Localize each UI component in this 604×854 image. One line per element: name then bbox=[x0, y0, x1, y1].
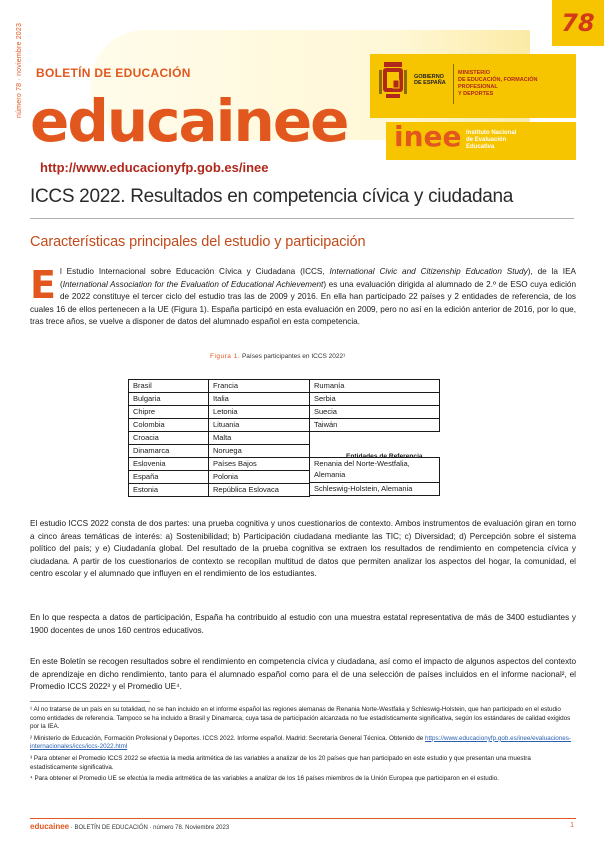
footnote-link[interactable]: https://www.educacionyfp.gob.es/inee/evaluaciones-internacionales/iccs/iccs-2022.html bbox=[30, 734, 572, 751]
title-divider bbox=[30, 218, 574, 219]
country-cell: España bbox=[128, 470, 209, 484]
country-cell: Letonia bbox=[208, 405, 310, 419]
country-cell: Eslovenia bbox=[128, 457, 209, 471]
paragraph-participation: En lo que respecta a datos de participación, España ha contribuido al estudio con una muestra estatal representativa de más de 3400 estudiantes y 1900 docentes de unos 160 centros educativos. bbox=[30, 613, 576, 635]
government-label-line: DE ESPAÑA bbox=[414, 80, 446, 87]
inee-logo: inee bbox=[394, 120, 462, 153]
intro-paragraph bbox=[30, 263, 576, 329]
brand-logo: educainee bbox=[30, 87, 348, 155]
country-cell: Suecia bbox=[309, 405, 440, 419]
footnote: ¹ Al no tratarse de un país en su totalidad, no se han incluido en el informe español las regiones alemanas de Renania Norte-Westfalia y Schleswig-Holstein, que han participado en el estudio como entidades de referencia. Tampoco se ha incluido a Brasil y Dinamarca, cuya tasa de participación alcanzada no fue estadísticamente significativa, según los estándares de calidad exigidos por la IEA. bbox=[30, 706, 571, 731]
footer-brand: educainee bbox=[30, 822, 70, 831]
country-cell: Serbia bbox=[309, 392, 440, 406]
paragraph-text: ), de la IEA ( bbox=[59, 267, 576, 289]
figure-label: Figura 1. bbox=[210, 353, 241, 360]
country-cell: Lituania bbox=[208, 418, 310, 432]
government-label-line: GOBIERNO bbox=[414, 74, 444, 80]
coat-of-arms-icon bbox=[378, 58, 408, 102]
country-cell: Italia bbox=[208, 392, 310, 406]
figure-caption-text: Países participantes en ICCS 2022¹ bbox=[241, 353, 346, 360]
footer-text: · BOLETÍN DE EDUCACIÓN · número 78. Noviembre 2023 bbox=[69, 825, 230, 831]
ministry-label-line: Y DEPORTES bbox=[458, 90, 494, 97]
figure-caption bbox=[210, 353, 345, 360]
country-cell: Polonia bbox=[208, 470, 310, 484]
country-cell: Noruega bbox=[208, 444, 310, 458]
paragraph-text: l Estudio Internacional sobre Educación Cívica y Ciudadana (ICCS, bbox=[59, 267, 330, 276]
country-cell: Chipre bbox=[128, 405, 209, 419]
ministry-label bbox=[458, 70, 573, 98]
divider bbox=[453, 64, 454, 104]
country-cell: Malta bbox=[208, 431, 310, 445]
footnotes bbox=[30, 706, 576, 787]
entity-cell: Schleswig-Holstein, Alemania bbox=[309, 482, 440, 496]
ministry-label-line: MINISTERIO bbox=[458, 70, 491, 76]
issue-number: 78 bbox=[561, 9, 595, 37]
inee-name-line: de Evaluación bbox=[466, 137, 507, 144]
country-cell: República Eslovaca bbox=[208, 483, 310, 497]
footnote-text: ² Ministerio de Educación, Formación Profesional y Deportes. ICCS 2022. Informe español. Madrid: Secretaría General Técnica. Obtenido de bbox=[30, 734, 426, 742]
country-cell: Dinamarca bbox=[128, 444, 209, 458]
footer-divider bbox=[30, 818, 576, 819]
section-title: Características principales del estudio y participación bbox=[30, 234, 366, 250]
country-cell: Taiwán bbox=[309, 418, 440, 432]
footnote-divider bbox=[30, 701, 150, 702]
country-cell: Brasil bbox=[128, 379, 209, 393]
issue-number-tab bbox=[552, 0, 604, 46]
bulletin-label: BOLETÍN DE EDUCACIÓN bbox=[36, 66, 191, 80]
country-cell: Francia bbox=[208, 379, 310, 393]
country-cell: Países Bajos bbox=[208, 457, 310, 471]
country-cell: Estonia bbox=[128, 483, 209, 497]
website-link[interactable]: http://www.educacionyfp.gob.es/inee bbox=[40, 160, 269, 175]
document-title: ICCS 2022. Resultados en competencia cívica y ciudadana bbox=[30, 186, 514, 207]
footer bbox=[30, 822, 229, 831]
paragraph-text: International Civic and Citizenship Education Study bbox=[329, 267, 528, 276]
ministry-label-line: DE EDUCACIÓN, FORMACIÓN PROFESIONAL bbox=[458, 76, 538, 90]
country-cell: Colombia bbox=[128, 418, 209, 432]
paragraph-contents: En este Boletín se recogen resultados sobre el rendimiento en competencia cívica y ciudadana, así como el impacto de algunos aspectos del contexto de aprendizaje en dicho rendimiento, tanto para el alumnado español como para el de una selección de países incluidos en el informe nacional², el Promedio ICCS 2022³ y el Promedio UE⁴. bbox=[30, 657, 576, 692]
country-cell: Croacia bbox=[128, 431, 209, 445]
inee-name-line: Educativa bbox=[466, 144, 495, 151]
footnote: ³ Para obtener el Promedio ICCS 2022 se efectúa la media aritmética de las variables a analizar de los 20 países que han participado en este estudio y que presentan una muestra estadísticamente significativa. bbox=[30, 754, 531, 771]
paragraph-text: International Association for the Evaluation of Educational Achievement bbox=[62, 279, 324, 289]
page-number: 1 bbox=[570, 822, 574, 829]
entities-title: Entidades de Referencia bbox=[346, 453, 423, 460]
drop-cap: E bbox=[30, 263, 56, 307]
issue-side-text: número 78 · noviembre 2023 bbox=[16, 22, 23, 118]
government-label bbox=[414, 74, 446, 86]
inee-name-line: Instituto Nacional bbox=[466, 130, 517, 136]
country-cell: Bulgaria bbox=[128, 392, 209, 406]
inee-name bbox=[466, 130, 516, 152]
country-cell: Rumanía bbox=[309, 379, 440, 393]
paragraph-text: ) es una evaluación dirigida al alumnado de 2.º de ESO cuya edición de 2022 constituye el tercer ciclo del estudio tras las de 2009 y 2016. En ella han participado 22 países y 2 entidades de referencia, de los cuales 16 de ellos pertenecen a la UE (Figura 1). España participó en esta evaluación en 2009, pero no así en la edición anterior de 2016, por lo que, tras trece años, se vuelve a disponer de datos del alumnado español en esta competencia. bbox=[30, 279, 576, 327]
paragraph-study-parts: El estudio ICCS 2022 consta de dos partes: una prueba cognitiva y unos cuestionarios de contexto. Ambos instrumentos de evaluación giran en torno a cinco áreas temáticas de interés: a) Sostenibilidad; b) Participación ciudadana mediante las TIC; c) Diversidad; d) Percepción sobre el sistema político del país; y e) Ciudadanía global. Del resultado de la prueba cognitiva se extraen los resultados de rendimiento en competencia cívica y ciudadana. A partir de los cuestionarios de contexto se recopilan multitud de datos que permiten analizar los aspectos del hogar, la comunidad, el centro escolar y el alumnado que influyen en el rendimiento de los estudiantes. bbox=[30, 519, 576, 579]
footnote: ⁴ Para obtener el Promedio UE se efectúa la media aritmética de las variables a analizar de los 16 países miembros de la Unión Europea que participaron en el estudio. bbox=[30, 775, 499, 783]
footnote bbox=[30, 735, 576, 752]
entity-cell: Renania del Norte-Westfalia, Alemania bbox=[309, 457, 440, 483]
